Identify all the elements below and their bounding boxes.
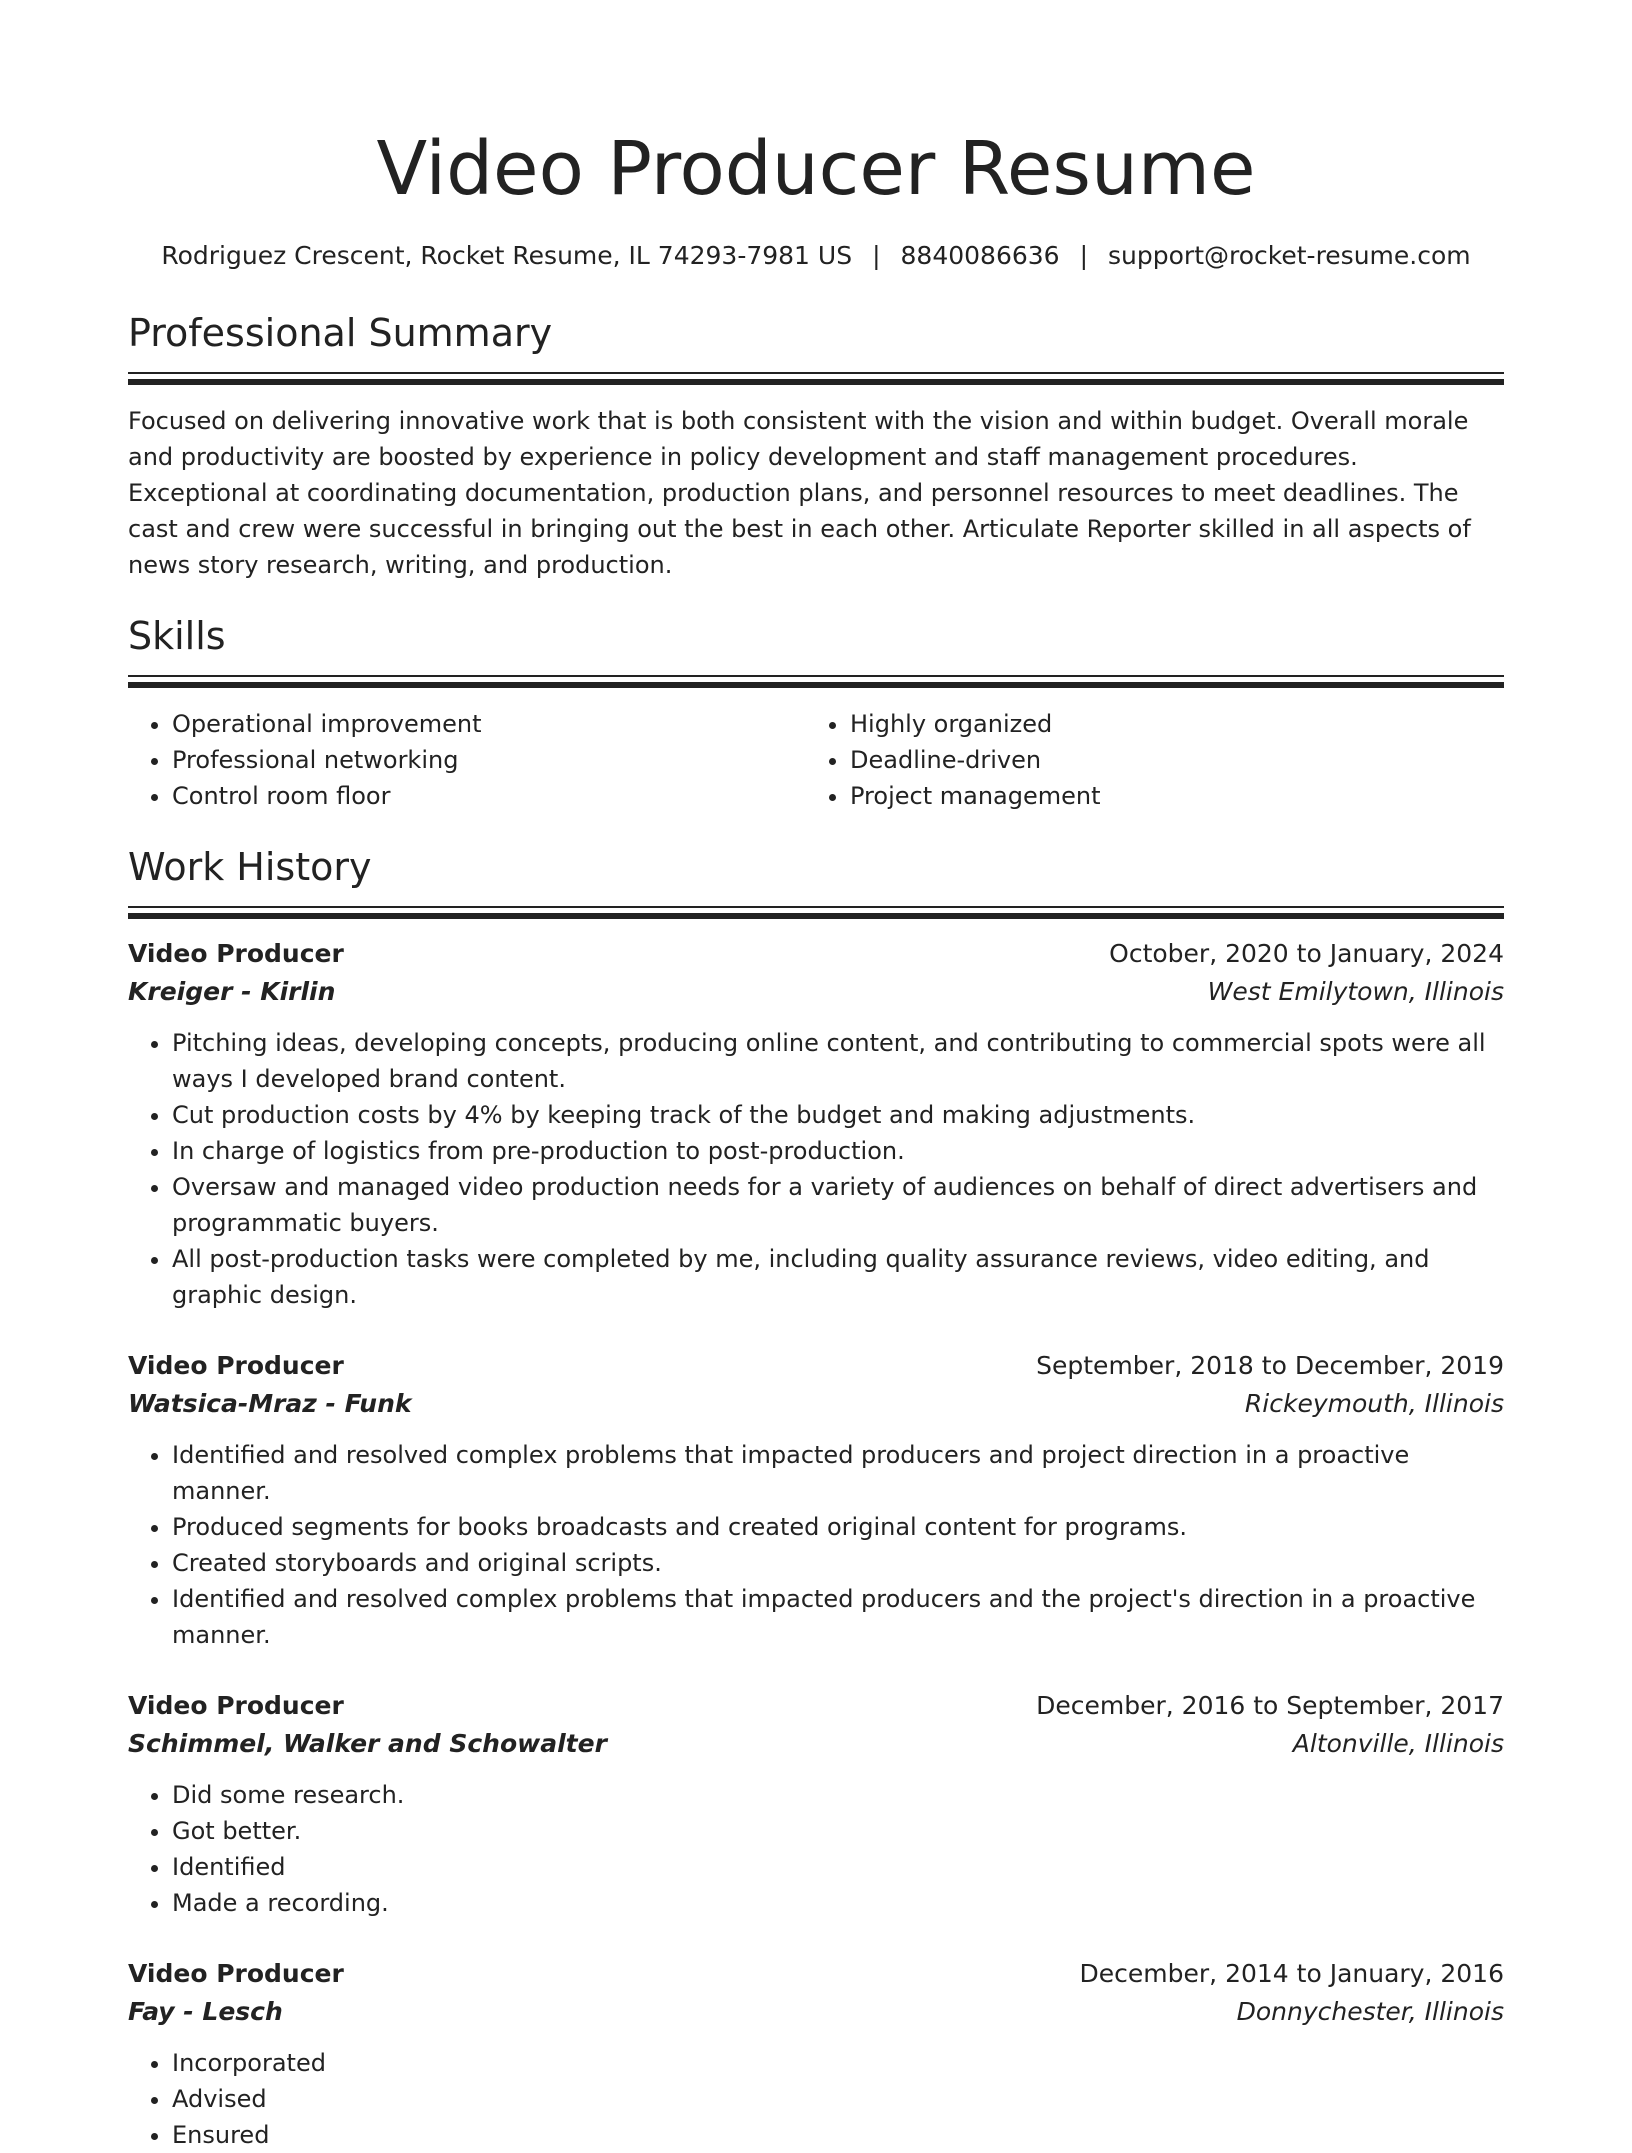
summary-section bbox=[128, 308, 1504, 583]
job-company: Fay - Lesch bbox=[128, 1997, 283, 2026]
contact-separator: | bbox=[1079, 241, 1089, 270]
job-title: Video Producer bbox=[128, 1351, 344, 1380]
resume-title: Video Producer Resume bbox=[376, 126, 1256, 212]
job-dates: October, 2020 to January, 2024 bbox=[1109, 939, 1504, 968]
job-bullet: • All post-production tasks were completed by me, including quality assurance reviews, video editing, and graphic design. bbox=[172, 1241, 1504, 1313]
job-bullets bbox=[128, 1777, 1504, 1921]
job-company-row bbox=[128, 1993, 1504, 2031]
contact-phone: 8840086636 bbox=[900, 241, 1060, 270]
skill-item: • Professional networking bbox=[172, 742, 806, 778]
skills-columns bbox=[128, 706, 1504, 814]
job-bullet: • Identified bbox=[172, 1849, 1504, 1885]
job-title: Video Producer bbox=[128, 1959, 344, 1988]
job-entry bbox=[128, 1955, 1504, 2153]
section-divider bbox=[128, 906, 1504, 919]
job-entry bbox=[128, 935, 1504, 1313]
skills-section bbox=[128, 611, 1504, 814]
job-bullets bbox=[128, 1437, 1504, 1653]
summary-text: Focused on delivering innovative work that is both consistent with the vision and within budget. Overall morale and productivity are boosted by experience in policy development and staff management procedures. Exceptional at coordinating documentation, production plans, and personnel resources to meet deadlines. The cast and crew were successful in bringing out the best in each other. Articulate Reporter skilled in all aspects of news story research, writing, and production. bbox=[128, 407, 1471, 579]
job-title: Video Producer bbox=[128, 1691, 344, 1720]
job-company-row bbox=[128, 1385, 1504, 1423]
section-divider bbox=[128, 372, 1504, 385]
job-location: West Emilytown, Illinois bbox=[1207, 977, 1504, 1006]
skill-item: • Highly organized bbox=[850, 706, 1484, 742]
job-entry bbox=[128, 1687, 1504, 1921]
job-dates: December, 2016 to September, 2017 bbox=[1036, 1691, 1504, 1720]
job-bullet: • Incorporated bbox=[172, 2045, 1504, 2081]
skill-item: • Operational improvement bbox=[172, 706, 806, 742]
job-bullet: • Did some research. bbox=[172, 1777, 1504, 1813]
job-header-row bbox=[128, 1955, 1504, 1993]
job-location: Rickeymouth, Illinois bbox=[1244, 1389, 1504, 1418]
job-dates: September, 2018 to December, 2019 bbox=[1036, 1351, 1504, 1380]
job-entry bbox=[128, 1347, 1504, 1653]
job-header-row bbox=[128, 1687, 1504, 1725]
job-header-row bbox=[128, 1347, 1504, 1385]
job-bullet: • Identified and resolved complex problems that impacted producers and project direction in a proactive manner. bbox=[172, 1437, 1504, 1509]
section-divider bbox=[128, 675, 1504, 688]
skill-item: • Project management bbox=[850, 778, 1484, 814]
job-bullet: • Oversaw and managed video production needs for a variety of audiences on behalf of direct advertisers and programmatic buyers. bbox=[172, 1169, 1504, 1241]
job-company: Kreiger - Kirlin bbox=[128, 977, 336, 1006]
job-bullets bbox=[128, 1025, 1504, 1313]
contact-email: support@rocket-resume.com bbox=[1108, 241, 1471, 270]
job-bullets bbox=[128, 2045, 1504, 2153]
skills-list-right bbox=[806, 706, 1484, 814]
contact-separator: | bbox=[872, 241, 881, 270]
section-heading-work-history: Work History bbox=[128, 845, 372, 889]
job-company-row bbox=[128, 1725, 1504, 1763]
job-header-row bbox=[128, 935, 1504, 973]
job-location: Donnychester, Illinois bbox=[1236, 1997, 1504, 2026]
section-heading-skills: Skills bbox=[128, 614, 226, 658]
job-location: Altonville, Illinois bbox=[1292, 1729, 1504, 1758]
job-bullet: • Produced segments for books broadcasts and created original content for programs. bbox=[172, 1509, 1504, 1545]
resume-page bbox=[128, 0, 1504, 2153]
job-bullet: • Identified and resolved complex problems that impacted producers and the project's direction in a proactive manner. bbox=[172, 1581, 1504, 1653]
job-title: Video Producer bbox=[128, 939, 344, 968]
work-history-section bbox=[128, 842, 1504, 2153]
job-bullet: • Got better. bbox=[172, 1813, 1504, 1849]
job-company-row bbox=[128, 973, 1504, 1011]
job-company: Watsica-Mraz - Funk bbox=[128, 1389, 412, 1418]
job-bullet: • Ensured bbox=[172, 2117, 1504, 2153]
contact-line bbox=[128, 238, 1504, 274]
job-bullet: • Made a recording. bbox=[172, 1885, 1504, 1921]
job-dates: December, 2014 to January, 2016 bbox=[1079, 1959, 1504, 1988]
job-bullet: • In charge of logistics from pre-production to post-production. bbox=[172, 1133, 1504, 1169]
job-company: Schimmel, Walker and Schowalter bbox=[128, 1729, 607, 1758]
job-bullet: • Created storyboards and original scripts. bbox=[172, 1545, 1504, 1581]
skill-item: • Deadline-driven bbox=[850, 742, 1484, 778]
job-bullet: • Pitching ideas, developing concepts, producing online content, and contributing to commercial spots were all ways I developed brand content. bbox=[172, 1025, 1504, 1097]
skill-item: • Control room floor bbox=[172, 778, 806, 814]
job-bullet: • Advised bbox=[172, 2081, 1504, 2117]
contact-address: Rodriguez Crescent, Rocket Resume, IL 74293-7981 US bbox=[161, 241, 853, 270]
skills-list-left bbox=[128, 706, 806, 814]
section-heading-summary: Professional Summary bbox=[128, 311, 553, 355]
job-bullet: • Cut production costs by 4% by keeping track of the budget and making adjustments. bbox=[172, 1097, 1504, 1133]
